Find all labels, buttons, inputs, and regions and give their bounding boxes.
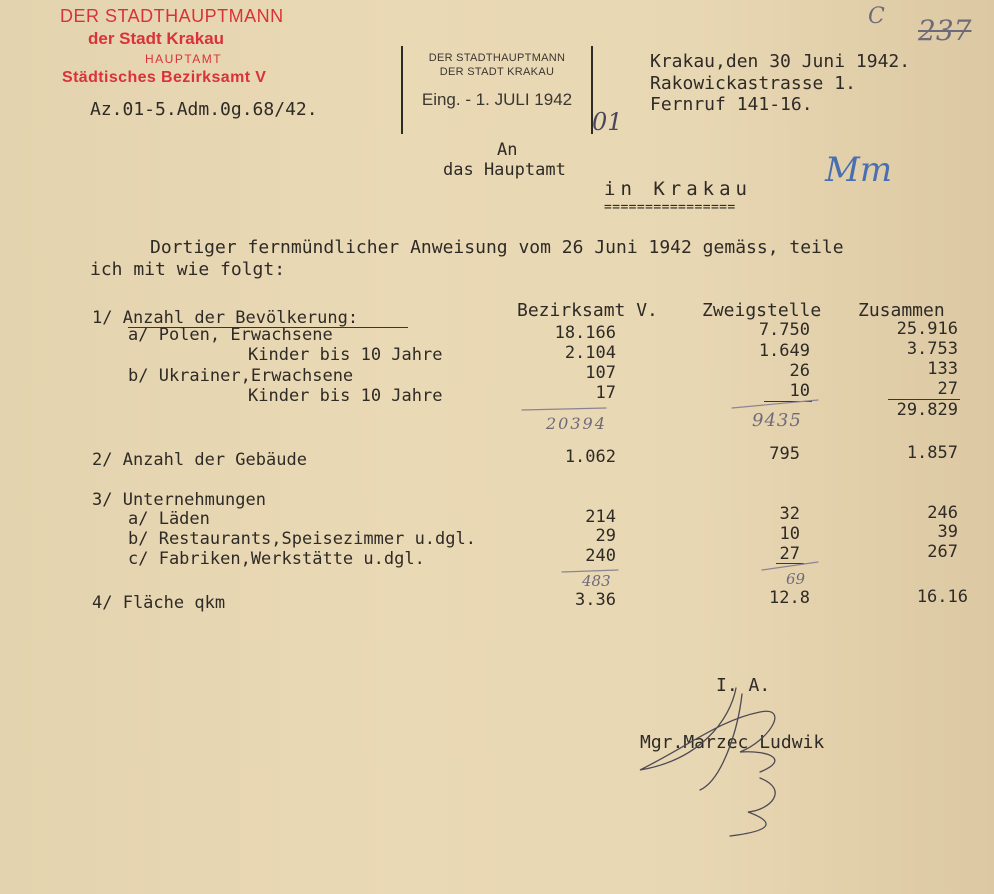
stamp-handwritten-mark: 01 [592, 108, 623, 136]
recipient-an: An [497, 140, 518, 160]
row-polen-label: a/ Polen, Erwachsene [128, 325, 333, 345]
receipt-stamp-line1: DER STADTHAUPTMANN [428, 52, 566, 64]
address-line: Rakowickastrasse 1. [650, 73, 856, 94]
section3-heading: 3/ Unternehmungen [92, 490, 266, 510]
row-fabriken-bezirk: 240 [585, 546, 616, 566]
row-polen-kinder-bezirk: 2.104 [564, 343, 616, 363]
handwritten-page-number: 237 [918, 14, 972, 47]
row-fabriken-zweig: 27 [779, 544, 800, 564]
row-ukrainer-kinder-zweig: 10 [789, 381, 810, 401]
row-laeden-total: 246 [927, 503, 958, 523]
row-restaurants-label: b/ Restaurants,Speisezimmer u.dgl. [128, 529, 476, 549]
recipient-city: in Krakau [604, 178, 752, 200]
row-fabriken-total: 267 [927, 542, 958, 562]
handwritten-c: C [868, 4, 885, 29]
pencil-sum-line-zweig [732, 400, 818, 408]
handwritten-initials: Mm [825, 150, 893, 190]
row-ukrainer-zweig: 26 [789, 361, 810, 381]
row-polen-total: 25.916 [896, 319, 958, 339]
signature-name: Mgr.Marzec Ludwik [640, 732, 825, 753]
row-restaurants-total: 39 [937, 522, 958, 542]
row-polen-zweig: 7.750 [758, 320, 810, 340]
body-line2: ich mit wie folgt: [90, 259, 286, 280]
pencil-sum-zweig: 9435 [752, 410, 802, 431]
area-bezirk: 3.36 [575, 590, 616, 610]
handwritten-signature [640, 688, 775, 836]
recipient-office: das Hauptamt [443, 160, 566, 180]
row-ukrainer-label: b/ Ukrainer,Erwachsene [128, 366, 354, 386]
pencil-sum-line-bezirk-firms [562, 570, 618, 572]
column-header-zweigstelle: Zweigstelle [702, 300, 822, 321]
row-polen-kinder-zweig: 1.649 [758, 341, 810, 361]
pencil-sum-bezirk: 20394 [546, 414, 607, 433]
pencil-firms-zweig: 69 [786, 570, 806, 588]
row-ukrainer-kinder-bezirk: 17 [595, 383, 616, 403]
pencil-sum-line-bezirk [522, 408, 606, 410]
letterhead-line3: HAUPTAMT [145, 52, 223, 66]
row-polen-kinder-total: 3.753 [906, 339, 958, 359]
row-fabriken-label: c/ Fabriken,Werkstätte u.dgl. [128, 549, 425, 569]
column-header-zusammen: Zusammen [858, 300, 945, 321]
row-laeden-zweig: 32 [779, 504, 800, 524]
phone-line: Fernruf 141-16. [650, 94, 813, 115]
row-ukrainer-total: 133 [927, 359, 958, 379]
section2-label: 2/ Anzahl der Gebäude [92, 450, 307, 470]
row-ukrainer-kinder-label: Kinder bis 10 Jahre [248, 386, 443, 406]
row-polen-kinder-label: Kinder bis 10 Jahre [248, 345, 443, 365]
row-restaurants-zweig: 10 [779, 524, 800, 544]
row-ukrainer-bezirk: 107 [585, 363, 616, 383]
letterhead-line2: der Stadt Krakau [88, 29, 225, 48]
area-total: 16.16 [916, 587, 968, 607]
column-header-bezirksamt: Bezirksamt V. [517, 300, 658, 321]
date-line: Krakau,den 30 Juni 1942. [650, 51, 911, 72]
row-restaurants-bezirk: 29 [595, 526, 616, 546]
population-total: 29.829 [896, 400, 958, 420]
area-zweig: 12.8 [769, 588, 810, 608]
signature-ia: I. A. [716, 675, 771, 696]
receipt-stamp-line2: DER STADT KRAKAU [439, 66, 555, 78]
buildings-total: 1.857 [906, 443, 958, 463]
receipt-stamp-date: Eing. - 1. JULI 1942 [421, 90, 573, 109]
buildings-bezirk: 1.062 [564, 447, 616, 467]
letterhead-line1: DER STADTHAUPTMANN [60, 6, 284, 26]
letterhead-line4: Städtisches Bezirksamt V [62, 69, 267, 86]
row-ukrainer-kinder-total: 27 [937, 379, 958, 399]
body-line1: Dortiger fernmündlicher Anweisung vom 26 Juni 1942 gemäss, teile [150, 237, 844, 258]
section1-heading: 1/ Anzahl der Bevölkerung: [92, 308, 359, 328]
buildings-zweig: 795 [769, 444, 800, 464]
pencil-sum-line-zweig-firms [762, 562, 818, 570]
row-laeden-label: a/ Läden [128, 509, 210, 529]
row-polen-bezirk: 18.166 [554, 323, 616, 343]
row-laeden-bezirk: 214 [585, 507, 616, 527]
reference-number: Az.01-5.Adm.0g.68/42. [90, 99, 318, 120]
recipient-underline: ================ [604, 200, 736, 215]
section4-label: 4/ Fläche qkm [92, 593, 226, 613]
pencil-firms-bezirk: 483 [582, 572, 611, 590]
